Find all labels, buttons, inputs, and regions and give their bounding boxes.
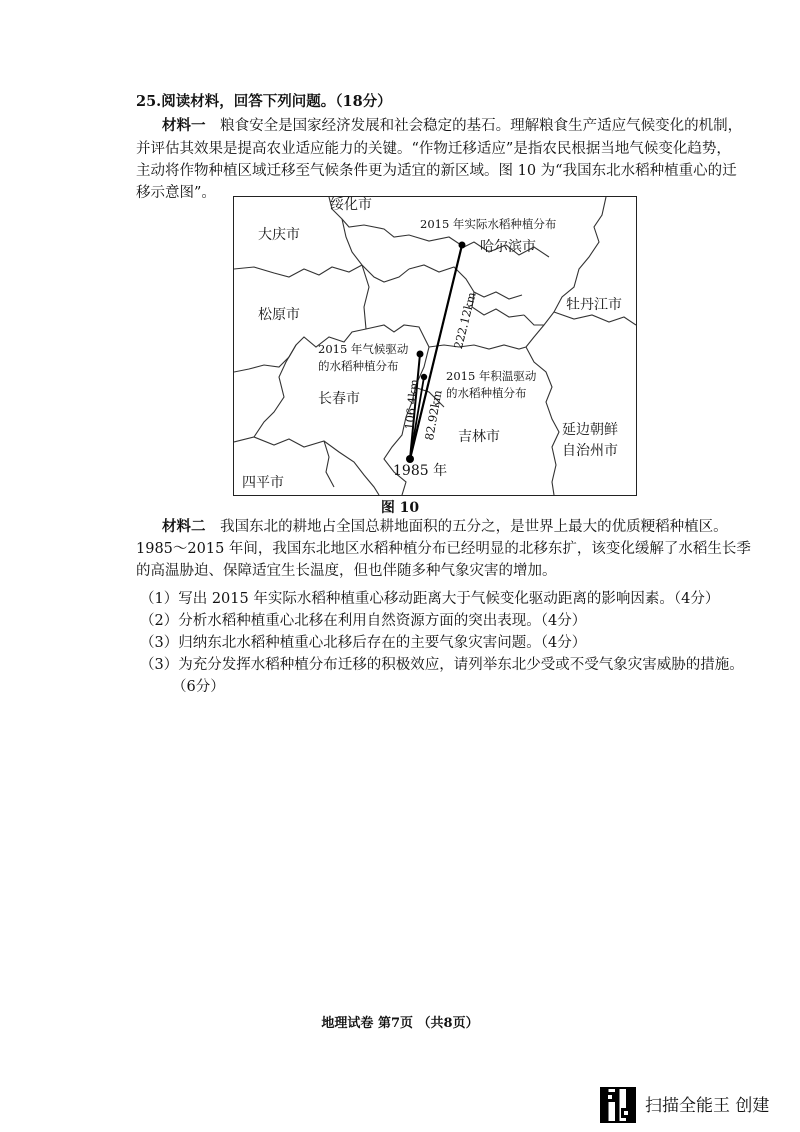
city-changchun: 长春市: [318, 391, 360, 407]
distance-actual: 222.12km: [451, 290, 479, 351]
material1-line2: 并评估其效果是提高农业适应能力的关键。“作物迁移适应”是指农民根据当地气候变化趋势，: [136, 141, 731, 157]
question-4-score: （6分）: [172, 679, 225, 695]
label-climate-2015-b: 的水稻种植分布: [318, 359, 399, 373]
material2-label: 材料二: [162, 518, 206, 535]
question-1: （1）写出 2015 年实际水稻种植重心移动距离大于气候变化驱动距离的影响因素。（4分）: [140, 591, 720, 607]
point-climate-2015: [417, 351, 424, 358]
question-2: （2）分析水稻种植重心北移在利用自然资源方面的突出表现。（4分）: [140, 613, 587, 629]
material1-text1: 粮食安全是国家经济发展和社会稳定的基石。理解粮食生产适应气候变化的机制，: [220, 118, 743, 134]
scanner-watermark: 扫描全能王 创建: [645, 1096, 770, 1116]
city-yanbian-2: 自治州市: [562, 443, 618, 459]
city-songyuan: 松原市: [258, 307, 300, 323]
point-actual-2015: [459, 242, 466, 249]
page-footer: 地理试卷 第7页 （共8页）: [321, 1016, 479, 1031]
label-heat-2015-a: 2015 年积温驱动: [446, 369, 537, 383]
city-suihua: 绥化市: [330, 197, 372, 213]
distance-climate: 106.4km: [402, 378, 422, 431]
material1-line1: [162, 116, 742, 136]
point-heat-2015: [421, 374, 427, 380]
question-3: （3）归纳东北水稻种植重心北移后存在的主要气象灾害问题。（4分）: [140, 635, 587, 651]
city-daqing: 大庆市: [258, 227, 300, 243]
city-mudanjiang: 牡丹江市: [566, 297, 622, 313]
label-climate-2015-a: 2015 年气候驱动: [318, 342, 409, 356]
city-siping: 四平市: [242, 475, 284, 491]
label-heat-2015-b: 的水稻种植分布: [446, 386, 527, 400]
city-jilin: 吉林市: [458, 429, 500, 445]
label-1985: 1985 年: [393, 463, 448, 479]
figure-10-map: [233, 196, 637, 496]
label-actual-2015: 2015 年实际水稻种植分布: [420, 217, 557, 231]
qr-code-icon: [600, 1087, 636, 1123]
city-harbin: 哈尔滨市: [480, 239, 536, 255]
material2-line2: 1985～2015 年间，我国东北地区水稻种植分布已经明显的北移东扩，该变化缓解了水稻生长季: [136, 541, 751, 557]
material2-text1: 我国东北的耕地占全国总耕地面积的五分之，是世界上最大的优质粳稻种植区。: [220, 519, 728, 535]
point-1985: [406, 455, 414, 463]
figure-caption: 图 10: [380, 500, 420, 516]
question-4: （3）为充分发挥水稻种植分布迁移的积极效应，请列举东北少受或不受气象灾害威胁的措施。: [140, 657, 744, 673]
question-header: 25.阅读材料，回答下列问题。（18分）: [136, 93, 392, 110]
material1-line4: 移示意图”。: [136, 185, 216, 201]
material2-line1: [162, 517, 728, 537]
material1-line3: 主动将作物种植区域迁移至气候条件更为适宜的新区域。图 10 为“我国东北水稻种植重心的迁: [136, 163, 737, 179]
city-yanbian-1: 延边朝鲜: [562, 422, 618, 438]
material2-line3: 的高温胁迫、保障适宜生长温度，但也伴随多种气象灾害的增加。: [136, 563, 557, 579]
material1-label: 材料一: [162, 117, 206, 134]
distance-heat: 82.92km: [422, 388, 445, 442]
